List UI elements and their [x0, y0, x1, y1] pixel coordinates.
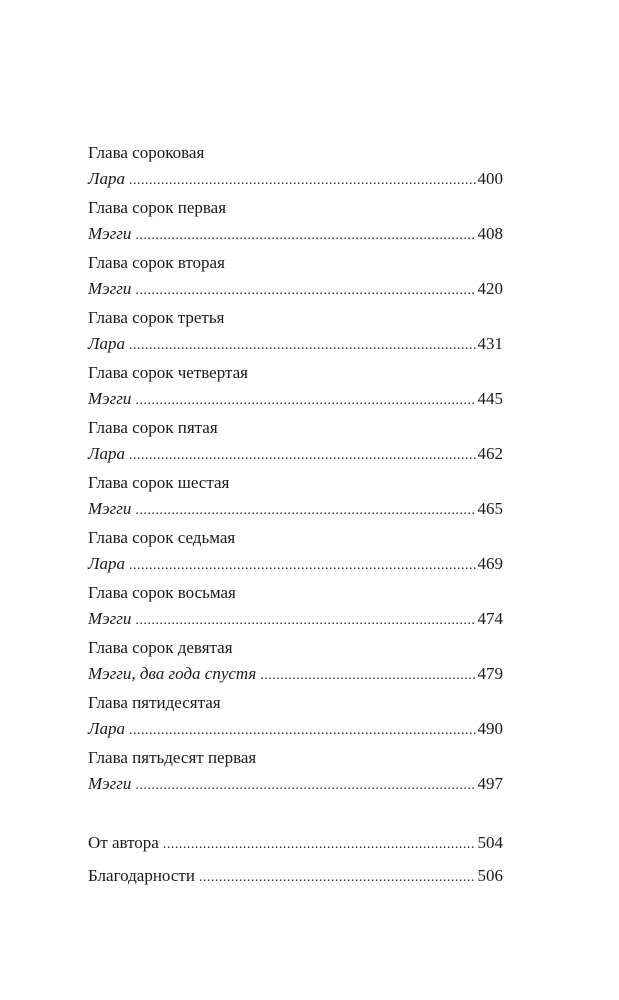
narrator-name: Мэгги: [88, 224, 132, 243]
toc-leader-line: [88, 716, 503, 742]
page-number: 479: [477, 664, 503, 683]
dot-leader: [135, 498, 475, 524]
narrator-name: Мэгги: [88, 279, 132, 298]
chapter-title: Глава пятидесятая: [88, 693, 221, 712]
dot-leader: [135, 608, 475, 634]
page-number: 462: [477, 444, 503, 463]
dot-leader: [135, 773, 475, 799]
toc-entry: [88, 525, 503, 580]
toc-entry: [88, 690, 503, 745]
toc-entry: [88, 415, 503, 470]
back-matter: [88, 830, 503, 896]
dot-leader: [135, 388, 475, 414]
dot-leader: [129, 333, 475, 359]
table-of-contents: [88, 140, 503, 800]
toc-entry: [88, 140, 503, 195]
toc-entry: [88, 305, 503, 360]
page-number: 408: [477, 224, 503, 243]
chapter-title: Глава сорок первая: [88, 198, 227, 217]
toc-entry: [88, 635, 503, 690]
toc-leader-line: [88, 661, 503, 687]
page-number: 431: [477, 334, 503, 353]
chapter-title: Глава сорок третья: [88, 308, 225, 327]
chapter-title: Глава сорок вторая: [88, 253, 225, 272]
chapter-title: Глава сорок девятая: [88, 638, 233, 657]
dot-leader: [260, 663, 475, 689]
narrator-name: Лара: [88, 719, 126, 738]
narrator-name: Лара: [88, 334, 126, 353]
page-number: 445: [477, 389, 503, 408]
toc-leader-line: [88, 496, 503, 522]
dot-leader: [163, 832, 476, 858]
page-number: 420: [477, 279, 503, 298]
narrator-name: Мэгги: [88, 389, 132, 408]
narrator-name: Мэгги: [88, 609, 132, 628]
narrator-name: Лара: [88, 554, 126, 573]
chapter-title: Глава сорок четвертая: [88, 363, 249, 382]
toc-leader-line: [88, 166, 503, 192]
dot-leader: [129, 168, 475, 194]
toc-entry: [88, 470, 503, 525]
toc-leader-line: [88, 606, 503, 632]
page-number: 474: [477, 609, 503, 628]
dot-leader: [135, 223, 475, 249]
dot-leader: [199, 865, 476, 891]
page-number: 469: [477, 554, 503, 573]
chapter-title: Глава сорок восьмая: [88, 583, 236, 602]
toc-leader-line: [88, 830, 503, 863]
dot-leader: [129, 718, 475, 744]
page-number: 504: [477, 833, 503, 852]
narrator-name: Лара: [88, 169, 126, 188]
toc-leader-line: [88, 441, 503, 467]
toc-entry: [88, 580, 503, 635]
toc-leader-line: [88, 221, 503, 247]
chapter-title: Глава сороковая: [88, 143, 205, 162]
back-matter-title: От автора: [88, 833, 159, 852]
dot-leader: [135, 278, 475, 304]
narrator-name: Лара: [88, 444, 126, 463]
page-number: 497: [477, 774, 503, 793]
page-number: 400: [477, 169, 503, 188]
toc-leader-line: [88, 386, 503, 412]
back-matter-title: Благодарности: [88, 866, 195, 885]
page-number: 506: [477, 866, 503, 885]
chapter-title: Глава сорок пятая: [88, 418, 218, 437]
narrator-name: Мэгги, два года спустя: [88, 664, 257, 683]
narrator-name: Мэгги: [88, 774, 132, 793]
page-number: 465: [477, 499, 503, 518]
toc-leader-line: [88, 331, 503, 357]
page-number: 490: [477, 719, 503, 738]
toc-entry: [88, 195, 503, 250]
toc-entry: [88, 745, 503, 800]
narrator-name: Мэгги: [88, 499, 132, 518]
dot-leader: [129, 443, 475, 469]
toc-leader-line: [88, 276, 503, 302]
toc-leader-line: [88, 771, 503, 797]
dot-leader: [129, 553, 475, 579]
chapter-title: Глава сорок шестая: [88, 473, 230, 492]
toc-entry: [88, 360, 503, 415]
toc-entry: [88, 250, 503, 305]
chapter-title: Глава сорок седьмая: [88, 528, 236, 547]
toc-leader-line: [88, 551, 503, 577]
toc-leader-line: [88, 863, 503, 896]
chapter-title: Глава пятьдесят первая: [88, 748, 257, 767]
